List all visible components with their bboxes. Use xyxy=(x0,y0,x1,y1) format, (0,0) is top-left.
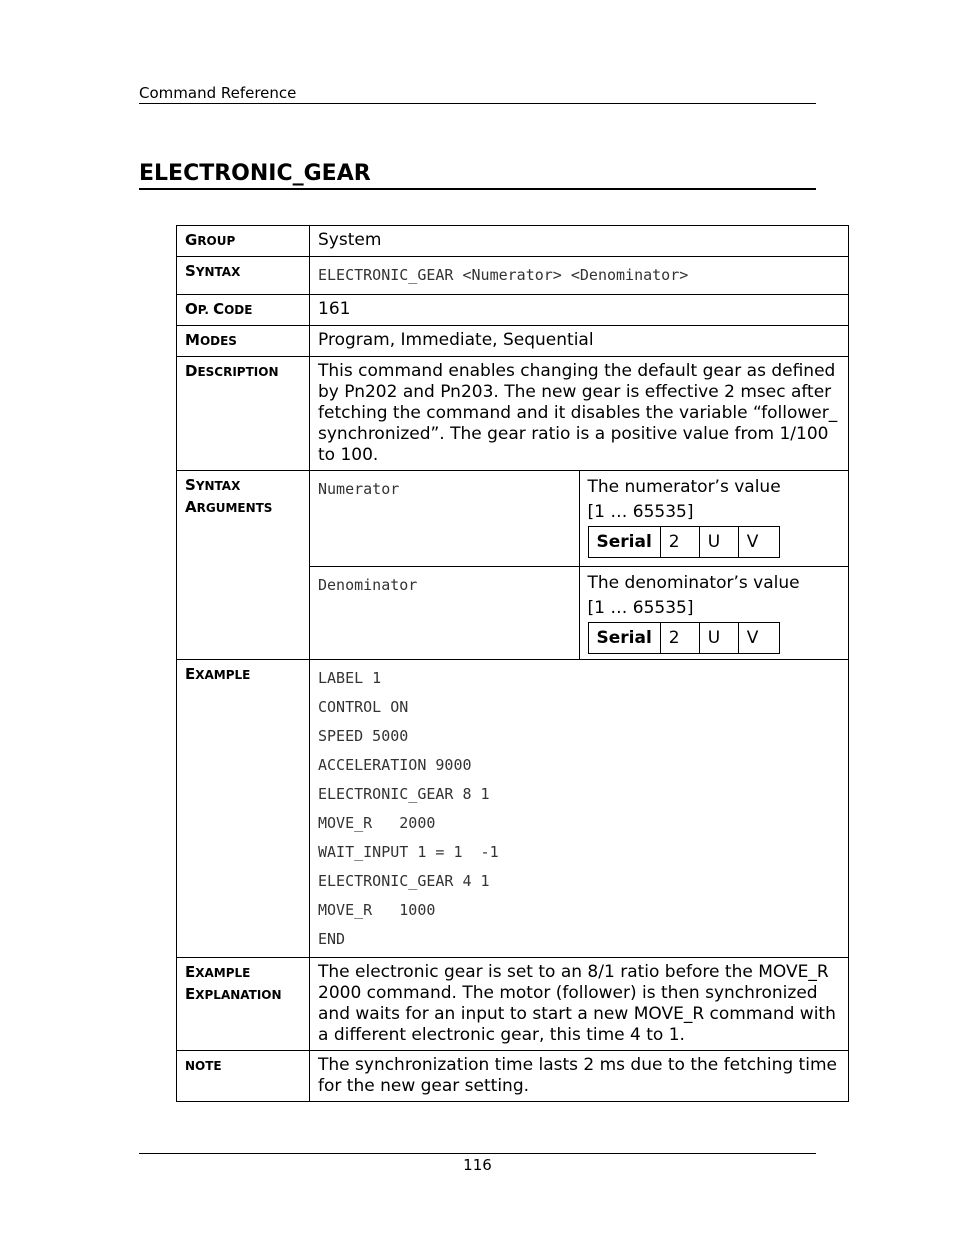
page-title: ELECTRONIC_GEAR xyxy=(139,160,816,190)
arg-name-denominator: Denominator xyxy=(310,567,580,660)
label-opcode: OP. CODE xyxy=(177,295,310,326)
value-opcode: 161 xyxy=(310,295,849,326)
param-sign: U xyxy=(699,527,738,558)
label-example-explanation: EXAMPLE EXPLANATION xyxy=(177,958,310,1051)
label-syntax-arguments: SYNTAX ARGUMENTS xyxy=(177,471,310,660)
footer-rule xyxy=(139,1153,816,1154)
arg-desc-text: The numerator’s value xyxy=(587,477,781,497)
param-size: 2 xyxy=(660,527,699,558)
value-example-explanation: The electronic gear is set to an 8/1 ratio before the MOVE_R 2000 command. The motor (follower) is then synchronized and waits for an input to start a new MOVE_R command with a different electronic gear, this time 4 to 1. xyxy=(310,958,849,1051)
label-description: DESCRIPTION xyxy=(177,357,310,471)
label-note: NOTE xyxy=(177,1051,310,1102)
code-line: CONTROL ON xyxy=(318,698,409,716)
label-syntax: SYNTAX xyxy=(177,257,310,295)
command-table xyxy=(176,225,849,1102)
label-group: GROUP xyxy=(177,226,310,257)
running-header: Command Reference xyxy=(139,84,816,104)
label-modes: MODES xyxy=(177,326,310,357)
code-line: MOVE_R 2000 xyxy=(318,814,436,832)
arg-desc-numerator xyxy=(579,471,849,567)
row-example xyxy=(177,660,849,958)
row-syntax xyxy=(177,257,849,295)
row-description xyxy=(177,357,849,471)
code-line: ELECTRONIC_GEAR 8 1 xyxy=(318,785,490,803)
param-access: V xyxy=(738,527,779,558)
value-modes: Program, Immediate, Sequential xyxy=(310,326,849,357)
value-group: System xyxy=(310,226,849,257)
code-line: MOVE_R 1000 xyxy=(318,901,436,919)
row-note xyxy=(177,1051,849,1102)
code-line: SPEED 5000 xyxy=(318,727,409,745)
page-number: 116 xyxy=(463,1156,492,1174)
arg-desc-text: The denominator’s value xyxy=(587,573,800,593)
row-syntax-args-numerator xyxy=(177,471,849,567)
value-note: The synchronization time lasts 2 ms due to the fetching time for the new gear setting. xyxy=(310,1051,849,1102)
row-modes xyxy=(177,326,849,357)
arg-range: [1 … 65535] xyxy=(587,598,694,618)
value-syntax: ELECTRONIC_GEAR <Numerator> <Denominator> xyxy=(310,257,849,295)
value-description: This command enables changing the default gear as defined by Pn202 and Pn203. The new gear is effective 2 msec after fetching the command and it disables the variable “follower_ synchronized”. The gear ratio is a positive value from 1/100 to 100. xyxy=(310,357,849,471)
param-size: 2 xyxy=(660,623,699,654)
param-sign: U xyxy=(699,623,738,654)
code-line: LABEL 1 xyxy=(318,669,382,687)
code-line: END xyxy=(318,930,346,948)
arg-range: [1 … 65535] xyxy=(587,502,694,522)
param-interface: Serial xyxy=(588,527,660,558)
param-access: V xyxy=(738,623,779,654)
code-line: ELECTRONIC_GEAR 4 1 xyxy=(318,872,490,890)
code-line: ACCELERATION 9000 xyxy=(318,756,472,774)
param-interface: Serial xyxy=(588,623,660,654)
row-opcode xyxy=(177,295,849,326)
arg-name-numerator: Numerator xyxy=(310,471,580,567)
code-line: WAIT_INPUT 1 = 1 -1 xyxy=(318,843,499,861)
param-table xyxy=(588,526,780,558)
example-code xyxy=(310,660,849,958)
arg-desc-denominator xyxy=(579,567,849,660)
param-table xyxy=(588,622,780,654)
label-example: EXAMPLE xyxy=(177,660,310,958)
row-example-explanation xyxy=(177,958,849,1051)
row-group xyxy=(177,226,849,257)
